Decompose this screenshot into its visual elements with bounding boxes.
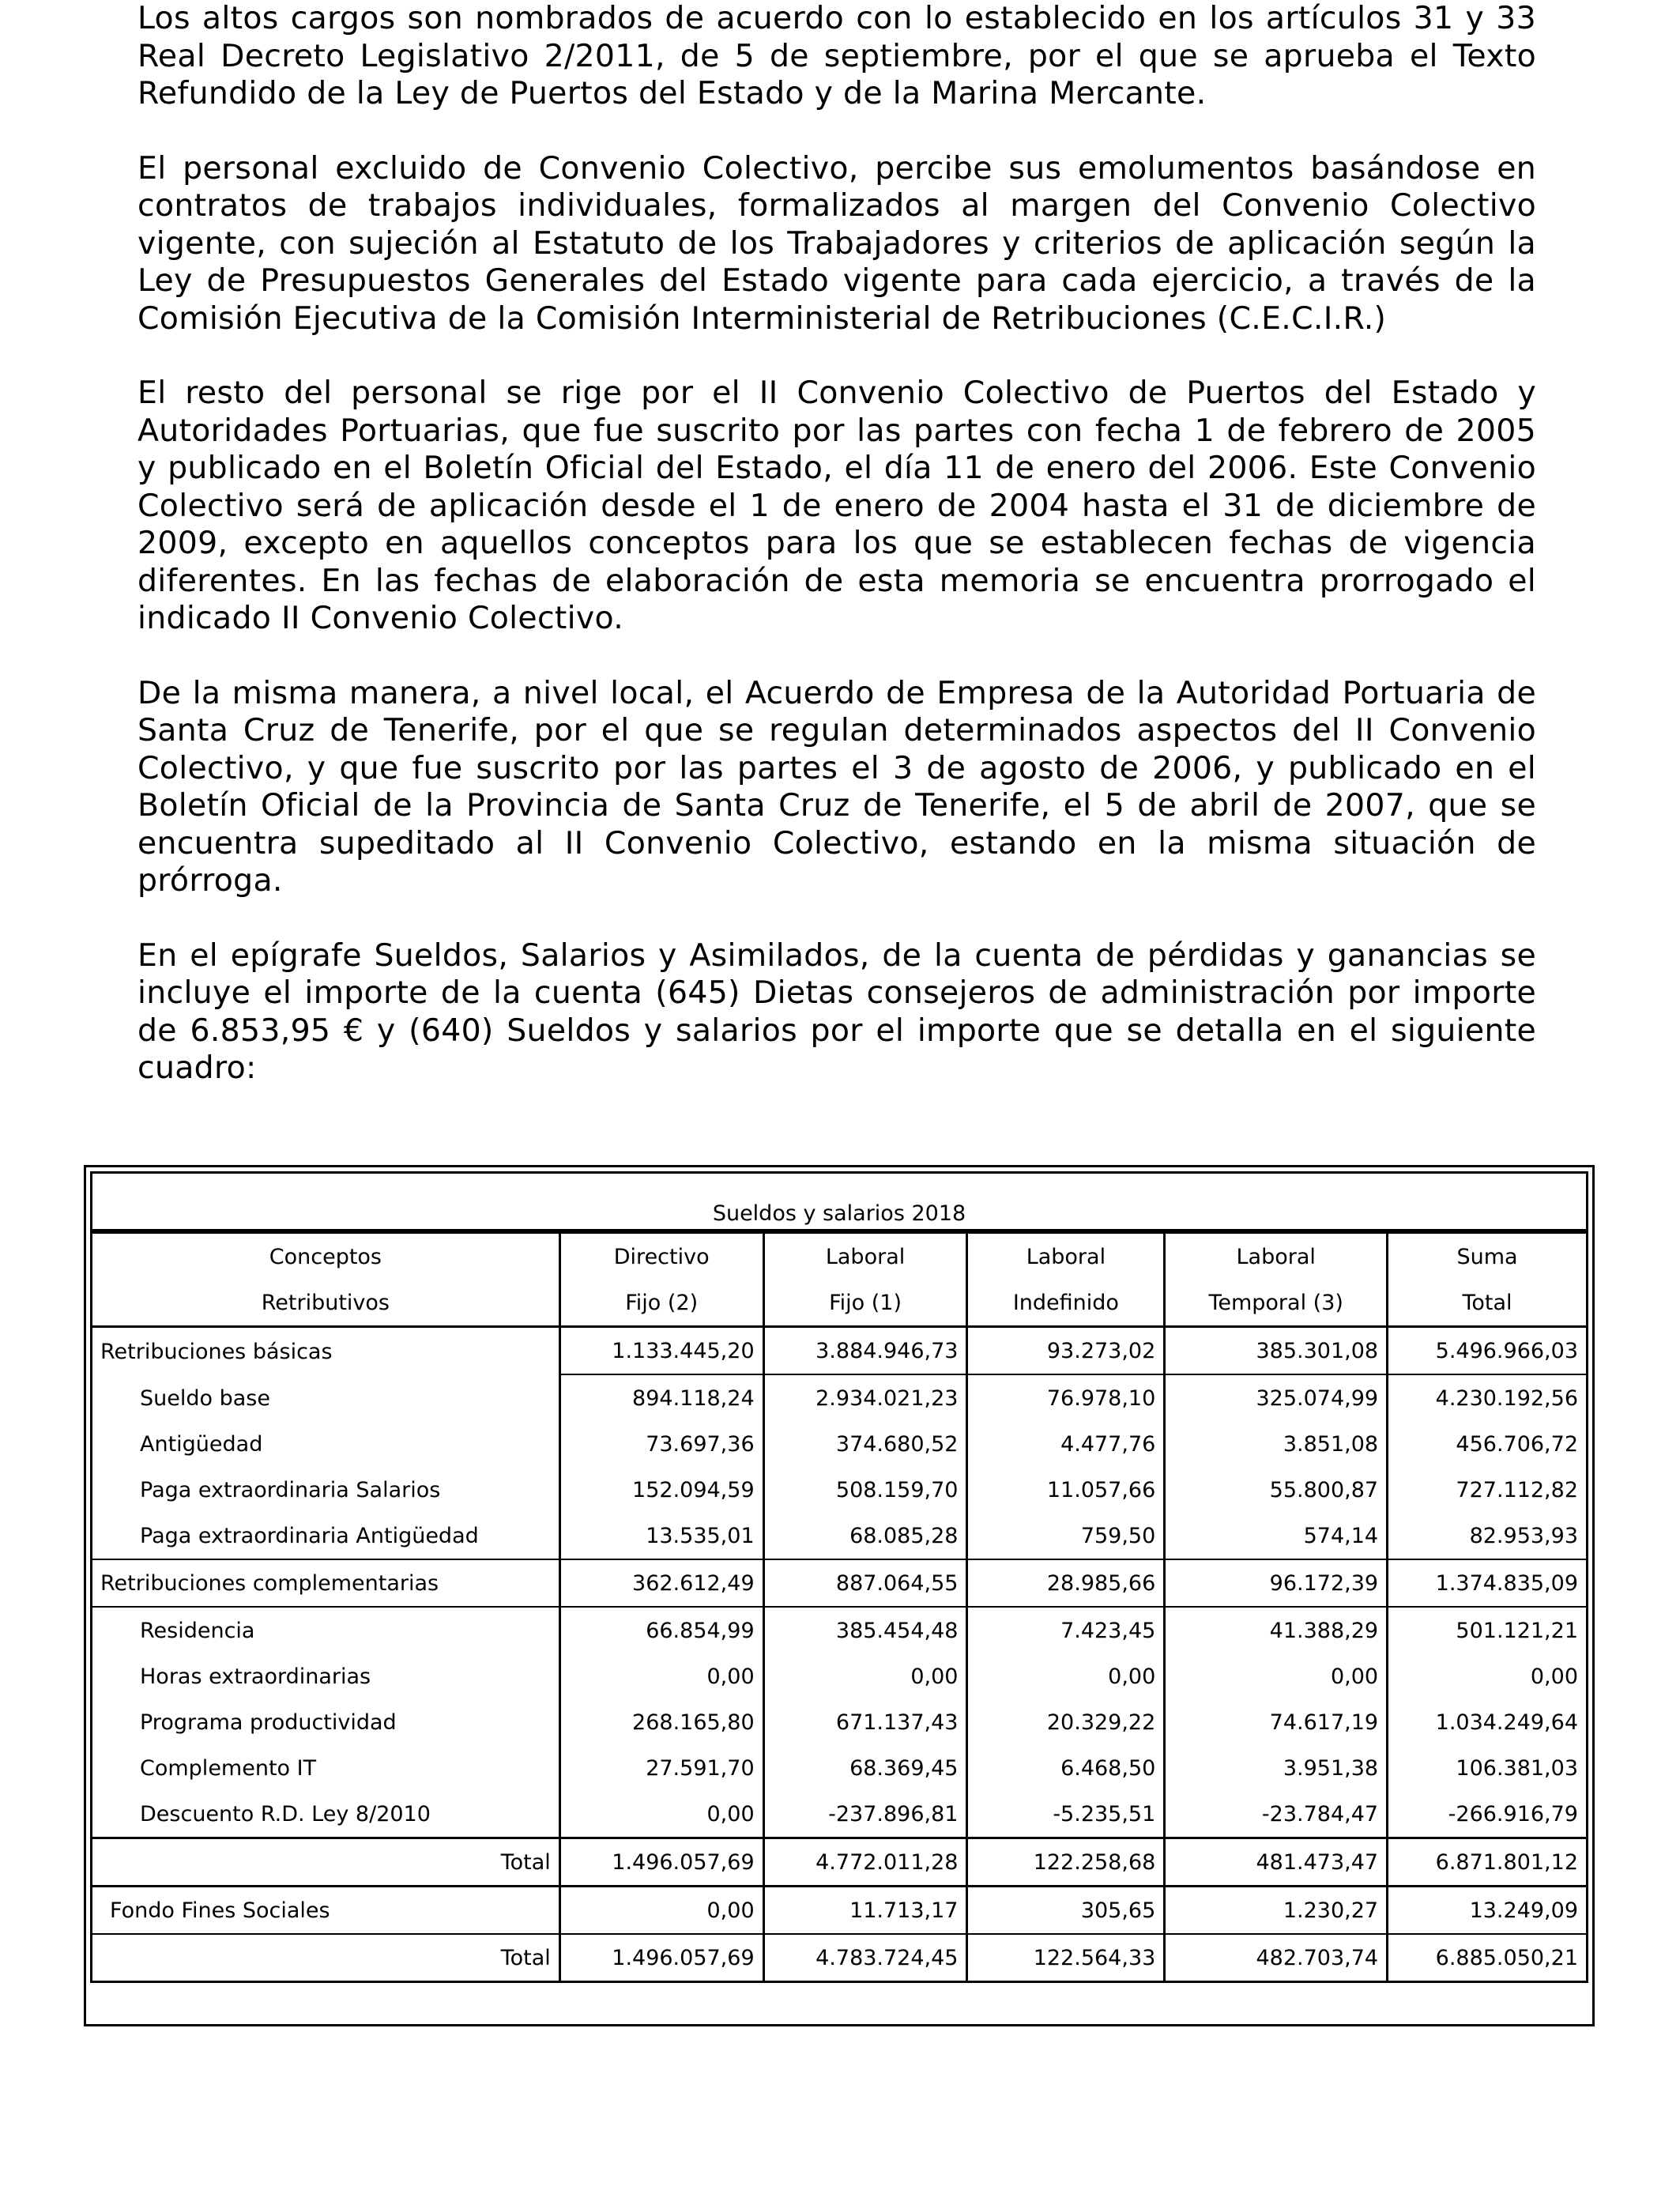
- cell-value: 96.172,39: [1163, 1560, 1386, 1608]
- cell-value: 1.496.057,69: [559, 1837, 763, 1887]
- cell-value: 3.851,08: [1163, 1421, 1386, 1467]
- header-retributivos: Retributivos: [90, 1280, 559, 1328]
- table-total-row: [90, 1837, 1588, 1887]
- cell-value: 106.381,03: [1386, 1745, 1588, 1791]
- cell-value: -23.784,47: [1163, 1791, 1386, 1837]
- cell-value: -237.896,81: [763, 1791, 966, 1837]
- total-label: Total: [90, 1837, 559, 1887]
- cell-value: 1.133.445,20: [559, 1328, 763, 1375]
- cell-value: 13.535,01: [559, 1513, 763, 1560]
- header-indefinido: Indefinido: [966, 1280, 1163, 1328]
- header-laboral-fijo: Laboral: [763, 1231, 966, 1280]
- cell-value: 13.249,09: [1386, 1887, 1588, 1935]
- cell-value: 74.617,19: [1163, 1699, 1386, 1745]
- cell-value: 1.496.057,69: [559, 1935, 763, 1983]
- cell-value: 0,00: [1386, 1653, 1588, 1699]
- cell-value: 66.854,99: [559, 1608, 763, 1653]
- cell-value: 481.473,47: [1163, 1837, 1386, 1887]
- paragraph-acuerdo-empresa: De la misma manera, a nivel local, el Acuerdo de Empresa de la Autoridad Portuaria de Santa Cruz de Tenerife, por el que se regulan determinados aspectos del II Convenio Colectivo, y que fue suscrito por las partes el 3 de agosto de 2006, y publicado en el Boletín Oficial de la Provincia de Santa Cruz de Tenerife, el 5 de abril de 2007, que se encuentra supeditado al II Convenio Colectivo, estando en la misma situación de prórroga.: [137, 674, 1536, 899]
- table-row: [90, 1608, 1588, 1653]
- cell-value: 152.094,59: [559, 1467, 763, 1513]
- header-temporal-3: Temporal (3): [1163, 1280, 1386, 1328]
- cell-value: 362.612,49: [559, 1560, 763, 1608]
- cell-value: 0,00: [559, 1653, 763, 1699]
- cell-value: 28.985,66: [966, 1560, 1163, 1608]
- cell-value: 41.388,29: [1163, 1608, 1386, 1653]
- table-row: [90, 1375, 1588, 1421]
- header-conceptos: Conceptos: [90, 1231, 559, 1280]
- table-row: [90, 1887, 1588, 1935]
- cell-value: 456.706,72: [1386, 1421, 1588, 1467]
- header-suma: Suma: [1386, 1231, 1588, 1280]
- cell-value: 887.064,55: [763, 1560, 966, 1608]
- cell-value: 727.112,82: [1386, 1467, 1588, 1513]
- cell-value: 1.374.835,09: [1386, 1560, 1588, 1608]
- cell-value: 27.591,70: [559, 1745, 763, 1791]
- row-label: Antigüedad: [90, 1421, 559, 1467]
- cell-value: 4.230.192,56: [1386, 1375, 1588, 1421]
- table-row: [90, 1745, 1588, 1791]
- table-row: [90, 1699, 1588, 1745]
- cell-value: 122.258,68: [966, 1837, 1163, 1887]
- cell-value: 3.884.946,73: [763, 1328, 966, 1375]
- cell-value: 482.703,74: [1163, 1935, 1386, 1983]
- cell-value: 374.680,52: [763, 1421, 966, 1467]
- row-label: Paga extraordinaria Salarios: [90, 1467, 559, 1513]
- cell-value: 3.951,38: [1163, 1745, 1386, 1791]
- cell-value: 0,00: [763, 1653, 966, 1699]
- row-label: Horas extraordinarias: [90, 1653, 559, 1699]
- cell-value: 73.697,36: [559, 1421, 763, 1467]
- salary-table-frame: [84, 1165, 1595, 2026]
- cell-value: 122.564,33: [966, 1935, 1163, 1983]
- cell-value: 0,00: [1163, 1653, 1386, 1699]
- row-label: Paga extraordinaria Antigüedad: [90, 1513, 559, 1560]
- row-label: Complemento IT: [90, 1745, 559, 1791]
- cell-value: 6.871.801,12: [1386, 1837, 1588, 1887]
- cell-value: 93.273,02: [966, 1328, 1163, 1375]
- cell-value: 268.165,80: [559, 1699, 763, 1745]
- cell-value: 325.074,99: [1163, 1375, 1386, 1421]
- header-laboral-temporal: Laboral: [1163, 1231, 1386, 1280]
- header-directivo: Directivo: [559, 1231, 763, 1280]
- header-total: Total: [1386, 1280, 1588, 1328]
- cell-value: 508.159,70: [763, 1467, 966, 1513]
- paragraph-altos-cargos: Los altos cargos son nombrados de acuerdo con lo establecido en los artículos 31 y 33 Real Decreto Legislativo 2/2011, de 5 de septiembre, por el que se aprueba el Texto Refundido de la Ley de Puertos del Estado y de la Marina Mercante.: [137, 0, 1536, 111]
- salary-table: [90, 1171, 1588, 1983]
- row-label: Residencia: [90, 1608, 559, 1653]
- cell-value: 385.301,08: [1163, 1328, 1386, 1375]
- cell-value: 305,65: [966, 1887, 1163, 1935]
- cell-value: 0,00: [559, 1791, 763, 1837]
- cell-value: 11.713,17: [763, 1887, 966, 1935]
- cell-value: 76.978,10: [966, 1375, 1163, 1421]
- header-fijo-2: Fijo (2): [559, 1280, 763, 1328]
- cell-value: -5.235,51: [966, 1791, 1163, 1837]
- table-header-row-2: [90, 1280, 1588, 1328]
- table-row: [90, 1653, 1588, 1699]
- cell-value: 2.934.021,23: [763, 1375, 966, 1421]
- cell-value: 1.034.249,64: [1386, 1699, 1588, 1745]
- cell-value: 6.468,50: [966, 1745, 1163, 1791]
- paragraph-personal-excluido: El personal excluido de Convenio Colectivo, percibe sus emolumentos basándose en contratos de trabajos individuales, formalizados al margen del Convenio Colectivo vigente, con sujeción al Estatuto de los Trabajadores y criterios de aplicación según la Ley de Presupuestos Generales del Estado vigente para cada ejercicio, a través de la Comisión Ejecutiva de la Comisión Interministerial de Retribuciones (C.E.C.I.R.): [137, 149, 1536, 337]
- paragraph-convenio-colectivo: El resto del personal se rige por el II Convenio Colectivo de Puertos del Estado y Autoridades Portuarias, que fue suscrito por las partes con fecha 1 de febrero de 2005 y publicado en el Boletín Oficial del Estado, el día 11 de enero del 2006. Este Convenio Colectivo será de aplicación desde el 1 de enero de 2004 hasta el 31 de diciembre de 2009, excepto en aquellos conceptos para los que se establecen fechas de vigencia diferentes. En las fechas de elaboración de esta memoria se encuentra prorrogado el indicado II Convenio Colectivo.: [137, 375, 1536, 636]
- table-row: [90, 1421, 1588, 1467]
- cell-value: 5.496.966,03: [1386, 1328, 1588, 1375]
- header-laboral-indefinido: Laboral: [966, 1231, 1163, 1280]
- row-label: Retribuciones básicas: [90, 1328, 559, 1375]
- cell-value: 501.121,21: [1386, 1608, 1588, 1653]
- cell-value: 671.137,43: [763, 1699, 966, 1745]
- row-label: Fondo Fines Sociales: [90, 1887, 559, 1935]
- row-label: Sueldo base: [90, 1375, 559, 1421]
- cell-value: 4.477,76: [966, 1421, 1163, 1467]
- row-label: Descuento R.D. Ley 8/2010: [90, 1791, 559, 1837]
- row-label: Programa productividad: [90, 1699, 559, 1745]
- cell-value: 20.329,22: [966, 1699, 1163, 1745]
- cell-value: 55.800,87: [1163, 1467, 1386, 1513]
- cell-value: 385.454,48: [763, 1608, 966, 1653]
- cell-value: 4.772.011,28: [763, 1837, 966, 1887]
- cell-value: 0,00: [559, 1887, 763, 1935]
- table-row: [90, 1560, 1588, 1608]
- table-total-row: [90, 1935, 1588, 1983]
- cell-value: 1.230,27: [1163, 1887, 1386, 1935]
- cell-value: 894.118,24: [559, 1375, 763, 1421]
- cell-value: -266.916,79: [1386, 1791, 1588, 1837]
- table-row: [90, 1467, 1588, 1513]
- cell-value: 574,14: [1163, 1513, 1386, 1560]
- cell-value: 82.953,93: [1386, 1513, 1588, 1560]
- cell-value: 68.369,45: [763, 1745, 966, 1791]
- cell-value: 11.057,66: [966, 1467, 1163, 1513]
- cell-value: 0,00: [966, 1653, 1163, 1699]
- paragraph-epigrafe-sueldos: En el epígrafe Sueldos, Salarios y Asimilados, de la cuenta de pérdidas y ganancias se incluye el importe de la cuenta (645) Dietas consejeros de administración por importe de 6.853,95 € y (640) Sueldos y salarios por el importe que se detalla en el siguiente cuadro:: [137, 937, 1536, 1086]
- cell-value: 68.085,28: [763, 1513, 966, 1560]
- header-fijo-1: Fijo (1): [763, 1280, 966, 1328]
- table-row: [90, 1328, 1588, 1375]
- cell-value: 759,50: [966, 1513, 1163, 1560]
- cell-value: 6.885.050,21: [1386, 1935, 1588, 1983]
- table-row: [90, 1791, 1588, 1837]
- table-title: Sueldos y salarios 2018: [90, 1171, 1588, 1231]
- document-body: [137, 0, 1536, 1125]
- total-label: Total: [90, 1935, 559, 1983]
- row-label: Retribuciones complementarias: [90, 1560, 559, 1608]
- table-header-row: [90, 1231, 1588, 1280]
- cell-value: 4.783.724,45: [763, 1935, 966, 1983]
- table-row: [90, 1513, 1588, 1560]
- cell-value: 7.423,45: [966, 1608, 1163, 1653]
